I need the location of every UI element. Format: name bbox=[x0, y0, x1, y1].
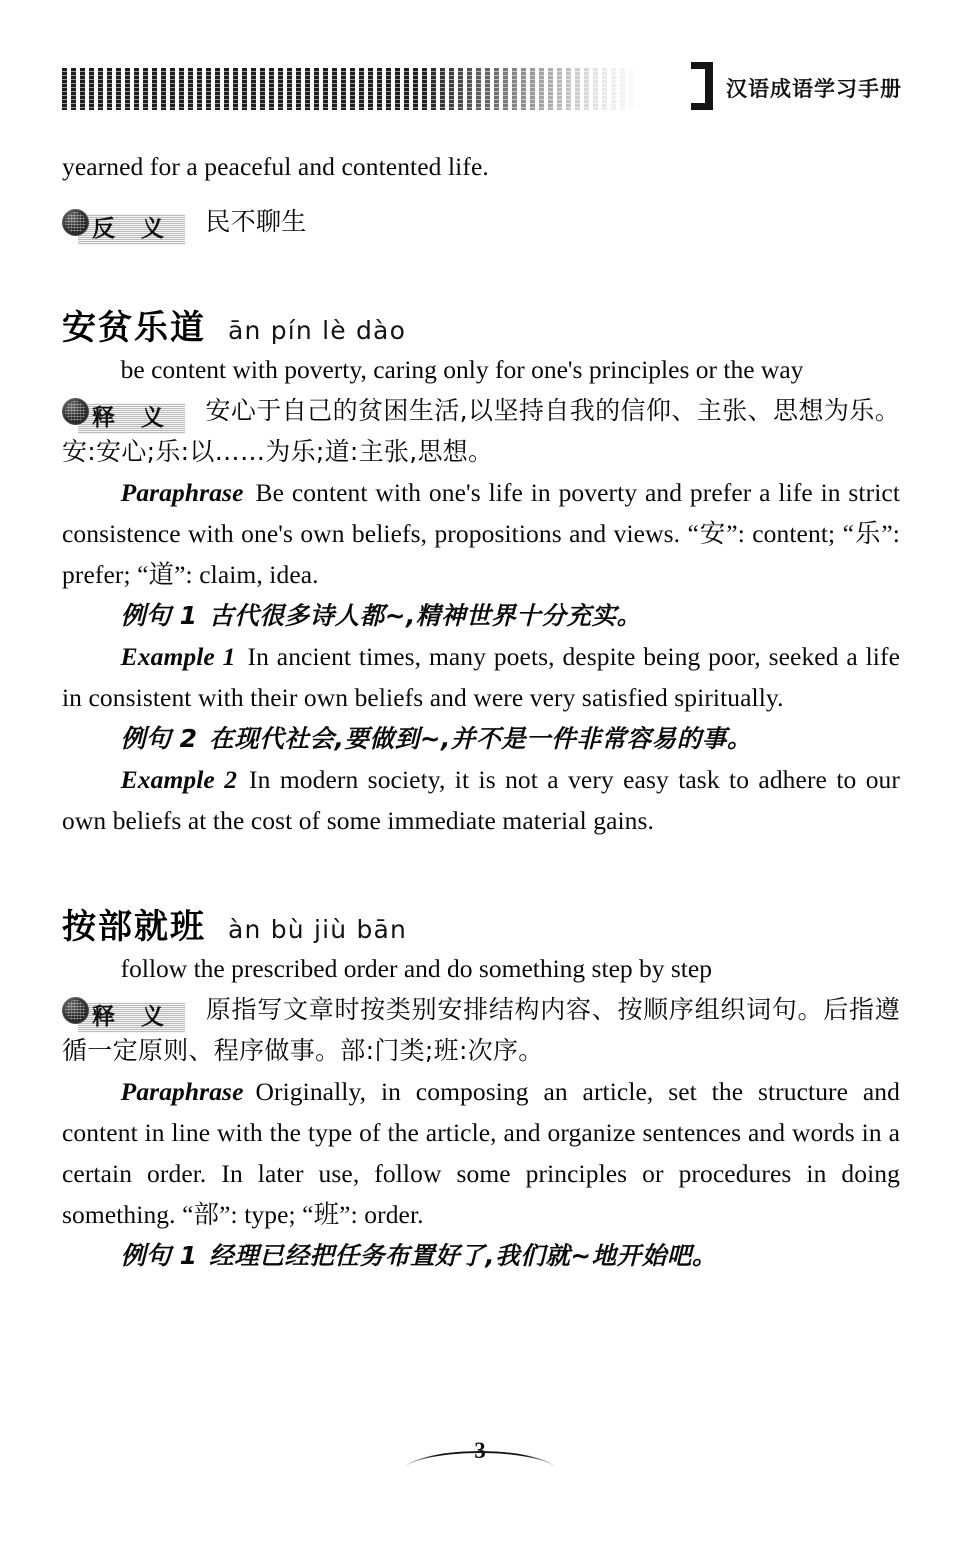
example-cn-label: 例句 1 bbox=[120, 1241, 198, 1270]
example-cn-text: 古代很多诗人都~,精神世界十分充实。 bbox=[209, 601, 642, 630]
example-cn bbox=[62, 595, 900, 636]
definition-text: 安心于自己的贫困生活,以坚持自我的信仰、主张、思想为乐。安:安心;乐:以……为乐;道:主张,思想。 bbox=[62, 396, 900, 466]
paraphrase-text: Be content with one's life in poverty and prefer a life in strict consistence with one's own beliefs, propositions and views. “安”: content; “乐”: prefer; “道”: claim, idea. bbox=[62, 478, 900, 589]
example-cn-label: 例句 1 bbox=[120, 601, 198, 630]
entry-heading bbox=[62, 899, 900, 948]
example-cn-text: 经理已经把任务布置好了,我们就~地开始吧。 bbox=[209, 1241, 718, 1270]
entry-hanzi: 按部就班 bbox=[62, 907, 206, 947]
example-en bbox=[62, 759, 900, 841]
entry-gloss: follow the prescribed order and do something step by step bbox=[120, 954, 712, 983]
definition-block bbox=[62, 989, 900, 1071]
page-number: 3 bbox=[474, 1438, 486, 1463]
paraphrase-block bbox=[62, 472, 900, 595]
running-header bbox=[62, 62, 902, 114]
carryover-text: yearned for a peaceful and contented life. bbox=[62, 152, 489, 181]
definition-label: 释 义 bbox=[78, 1002, 185, 1033]
paraphrase-label: Paraphrase bbox=[120, 1077, 244, 1106]
example-cn-text: 在现代社会,要做到~,并不是一件非常容易的事。 bbox=[209, 724, 753, 753]
idiom-entry bbox=[62, 899, 900, 1276]
paraphrase-block bbox=[62, 1071, 900, 1235]
bullet-circle-icon bbox=[62, 209, 89, 236]
example-en-label: Example 2 bbox=[120, 765, 238, 794]
antonym-badge bbox=[62, 207, 185, 242]
page-footer bbox=[0, 1439, 960, 1483]
bullet-circle-icon bbox=[62, 997, 89, 1024]
entry-gloss: be content with poverty, caring only for one's principles or the way bbox=[120, 355, 804, 384]
antonym-block bbox=[62, 201, 900, 242]
entry-hanzi: 安贫乐道 bbox=[62, 308, 206, 348]
page-content bbox=[62, 146, 900, 1276]
definition-badge bbox=[62, 995, 185, 1030]
paraphrase-text: Originally, in composing an article, set the structure and content in line with the type of the article, and organize sentences and words in a certain order. In later use, follow some principles or procedures in doing something. “部”: type; “班”: order. bbox=[62, 1077, 900, 1229]
hatched-bar-icon bbox=[62, 68, 642, 110]
example-en-label: Example 1 bbox=[120, 642, 236, 671]
example-cn bbox=[62, 1235, 900, 1276]
example-en bbox=[62, 636, 900, 718]
bullet-circle-icon bbox=[62, 398, 89, 425]
example-en-text: In ancient times, many poets, despite being poor, seeked a life in consistent with their own beliefs and were very satisfied spiritually. bbox=[62, 642, 900, 712]
definition-block bbox=[62, 390, 900, 472]
book-title: 汉语成语学习手册 bbox=[726, 77, 902, 101]
paraphrase-label: Paraphrase bbox=[120, 478, 244, 507]
entry-heading bbox=[62, 300, 900, 349]
entry-pinyin: àn bù jiù bān bbox=[228, 915, 408, 944]
example-en-text: In modern society, it is not a very easy task to adhere to our own beliefs at the cost of some immediate material gains. bbox=[62, 765, 900, 835]
example-cn bbox=[62, 718, 900, 759]
bracket-glyph-icon bbox=[691, 62, 713, 110]
idiom-entry bbox=[62, 300, 900, 841]
entry-pinyin: ān pín lè dào bbox=[228, 316, 407, 345]
definition-text: 原指写文章时按类别安排结构内容、按顺序组织词句。后指遵循一定原则、程序做事。部:门类;班:次序。 bbox=[62, 995, 901, 1065]
definition-label: 释 义 bbox=[78, 403, 185, 434]
definition-badge bbox=[62, 396, 185, 431]
antonym-label: 反 义 bbox=[78, 214, 185, 245]
antonym-value: 民不聊生 bbox=[205, 207, 307, 236]
example-cn-label: 例句 2 bbox=[120, 724, 198, 753]
